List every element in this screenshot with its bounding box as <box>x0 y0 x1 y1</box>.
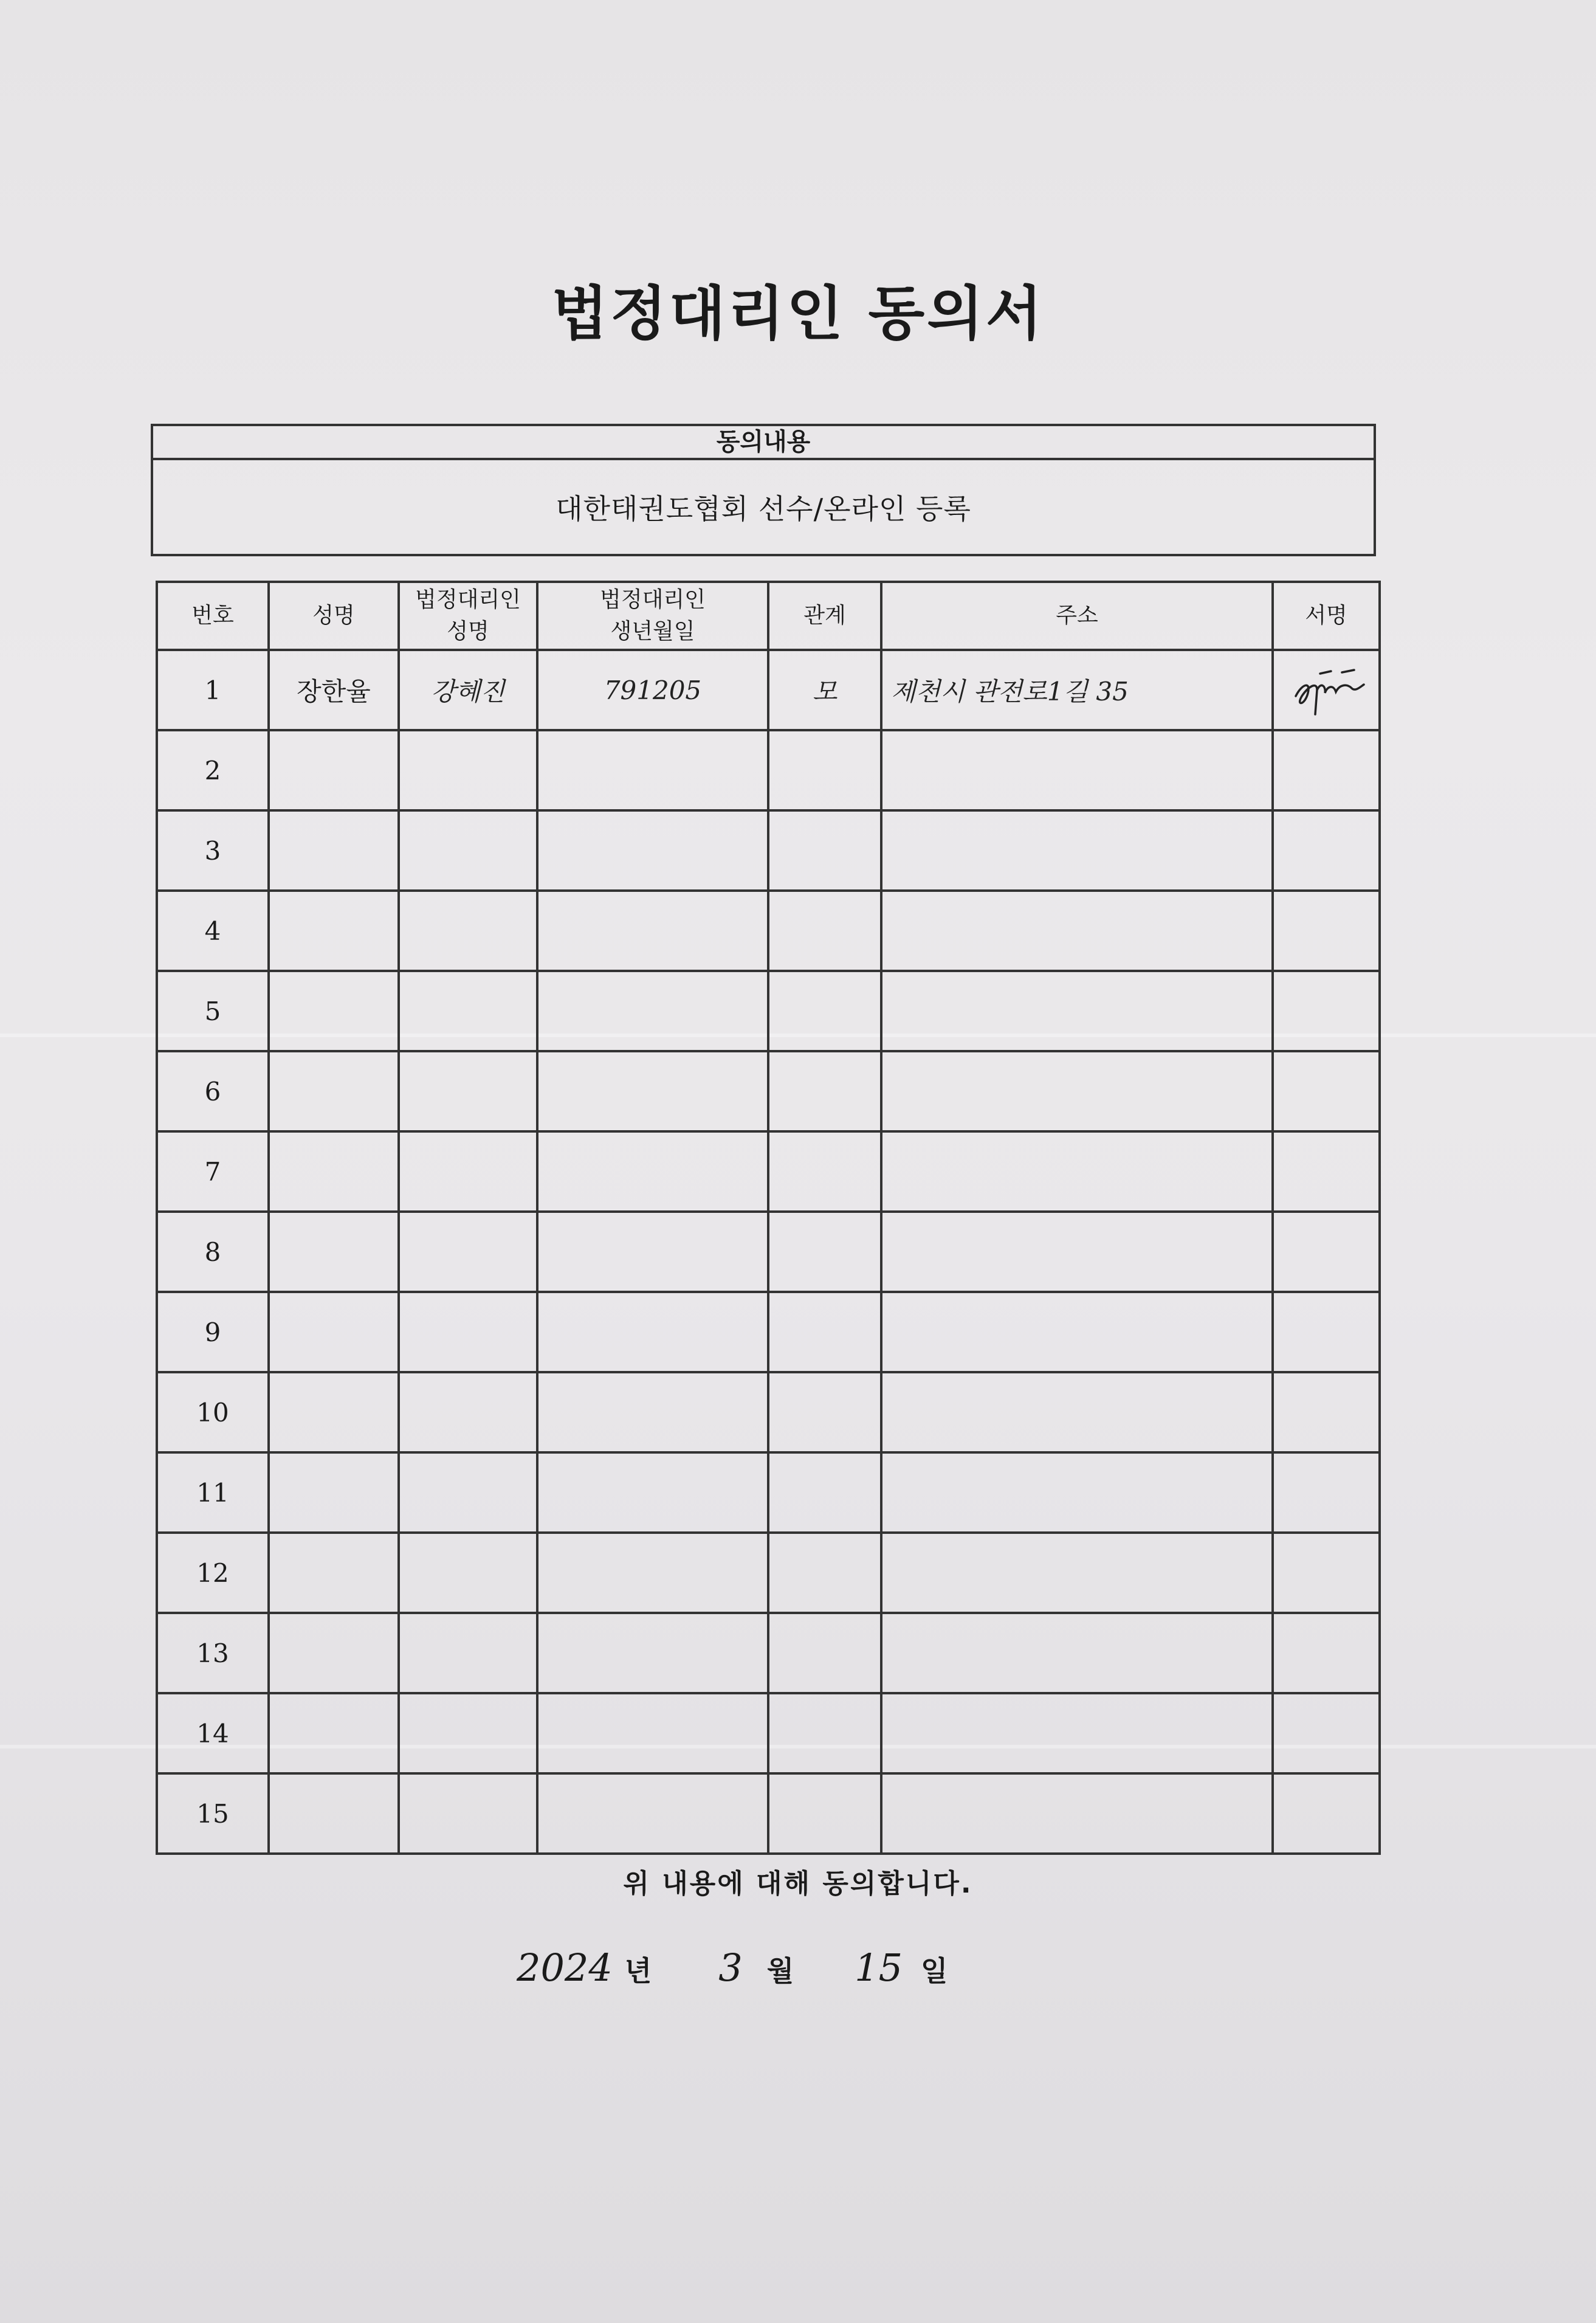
cell-relation <box>768 1613 881 1693</box>
cell-no: 8 <box>157 1212 269 1292</box>
date-line <box>517 1945 948 1990</box>
cell-guardian-birth <box>537 810 768 891</box>
cell-guardian-name <box>399 1533 537 1613</box>
cell-address <box>881 1693 1273 1773</box>
header-guardian-birth <box>537 582 768 650</box>
cell-no: 1 <box>157 650 269 730</box>
cell-guardian-name <box>399 1452 537 1533</box>
cell-address <box>881 1773 1273 1854</box>
cell-guardian-name <box>399 1131 537 1212</box>
cell-signature <box>1273 730 1380 810</box>
date-day-label: 일 <box>921 1955 948 1987</box>
table-row <box>157 1613 1380 1693</box>
cell-no: 5 <box>157 971 269 1051</box>
cell-signature <box>1273 1131 1380 1212</box>
header-relation: 관계 <box>768 582 881 650</box>
cell-no: 4 <box>157 891 269 971</box>
cell-name: 장한율 <box>269 650 399 730</box>
cell-no: 15 <box>157 1773 269 1854</box>
cell-guardian-birth <box>537 1212 768 1292</box>
cell-no: 14 <box>157 1693 269 1773</box>
header-guardian-birth-line1: 법정대리인 <box>600 587 706 612</box>
table-row <box>157 1292 1380 1372</box>
cell-no: 6 <box>157 1051 269 1131</box>
table-row <box>157 1452 1380 1533</box>
cell-name <box>269 1452 399 1533</box>
cell-signature <box>1273 1533 1380 1613</box>
cell-name <box>269 1773 399 1854</box>
cell-guardian-birth <box>537 1693 768 1773</box>
cell-guardian-name <box>399 810 537 891</box>
table-row <box>157 1212 1380 1292</box>
date-year-label: 년 <box>624 1955 652 1987</box>
cell-guardian-name <box>399 971 537 1051</box>
cell-address <box>881 1051 1273 1131</box>
cell-guardian-name <box>399 1051 537 1131</box>
date-month: 3 <box>718 1945 743 1990</box>
cell-name <box>269 1131 399 1212</box>
table-row <box>157 1773 1380 1854</box>
cell-no: 3 <box>157 810 269 891</box>
table-row <box>157 730 1380 810</box>
guardian-table <box>156 581 1381 1855</box>
cell-guardian-birth <box>537 971 768 1051</box>
cell-guardian-name <box>399 730 537 810</box>
table-row <box>157 1693 1380 1773</box>
document-title: 법정대리인 동의서 <box>551 280 1045 348</box>
cell-name <box>269 891 399 971</box>
consent-box <box>151 424 1376 556</box>
cell-address <box>881 1131 1273 1212</box>
cell-name <box>269 1212 399 1292</box>
consent-heading: 동의내용 <box>153 426 1374 460</box>
cell-name <box>269 1292 399 1372</box>
cell-name <box>269 810 399 891</box>
cell-guardian-birth: 791205 <box>537 650 768 730</box>
cell-relation <box>768 810 881 891</box>
table-row <box>157 1131 1380 1212</box>
cell-address <box>881 1533 1273 1613</box>
header-name: 성명 <box>269 582 399 650</box>
cell-no: 10 <box>157 1372 269 1452</box>
cell-name <box>269 1613 399 1693</box>
cell-relation <box>768 1533 881 1613</box>
table-row <box>157 1372 1380 1452</box>
header-no: 번호 <box>157 582 269 650</box>
cell-signature <box>1273 891 1380 971</box>
cell-relation <box>768 1131 881 1212</box>
cell-signature <box>1273 1693 1380 1773</box>
cell-guardian-name <box>399 1292 537 1372</box>
header-guardian-birth-line2: 생년월일 <box>610 619 695 644</box>
cell-relation: 모 <box>768 650 881 730</box>
table-row <box>157 891 1380 971</box>
agreement-statement: 위 내용에 대해 동의합니다. <box>623 1868 973 1899</box>
cell-guardian-birth <box>537 1533 768 1613</box>
header-guardian-name-line1: 법정대리인 <box>415 587 521 612</box>
cell-relation <box>768 1693 881 1773</box>
cell-relation <box>768 1051 881 1131</box>
header-guardian-name-line2: 성명 <box>447 619 489 644</box>
cell-signature <box>1273 1613 1380 1693</box>
cell-no: 11 <box>157 1452 269 1533</box>
cell-address <box>881 1292 1273 1372</box>
cell-guardian-birth <box>537 891 768 971</box>
cell-signature <box>1273 1372 1380 1452</box>
cell-signature <box>1273 1292 1380 1372</box>
cell-name <box>269 730 399 810</box>
date-month-label: 월 <box>766 1955 794 1987</box>
date-day: 15 <box>855 1945 903 1990</box>
header-address: 주소 <box>881 582 1273 650</box>
cell-guardian-name <box>399 1773 537 1854</box>
cell-address <box>881 971 1273 1051</box>
cell-address: 제천시 관전로1길 35 <box>881 650 1273 730</box>
cell-signature <box>1273 1452 1380 1533</box>
cell-no: 7 <box>157 1131 269 1212</box>
table-row <box>157 650 1380 730</box>
cell-address <box>881 810 1273 891</box>
cell-guardian-name: 강혜진 <box>399 650 537 730</box>
table-row <box>157 1533 1380 1613</box>
cell-signature <box>1273 650 1380 730</box>
header-signature: 서명 <box>1273 582 1380 650</box>
cell-address <box>881 730 1273 810</box>
table-header-row <box>157 582 1380 650</box>
cell-guardian-birth <box>537 1292 768 1372</box>
cell-guardian-birth <box>537 1372 768 1452</box>
cell-signature <box>1273 1773 1380 1854</box>
table-row <box>157 810 1380 891</box>
cell-address <box>881 1212 1273 1292</box>
cell-address <box>881 1452 1273 1533</box>
cell-guardian-birth <box>537 1051 768 1131</box>
cell-guardian-name <box>399 1212 537 1292</box>
cell-signature <box>1273 1051 1380 1131</box>
cell-address <box>881 891 1273 971</box>
handwritten-signature <box>1284 663 1369 717</box>
cell-name <box>269 1372 399 1452</box>
cell-guardian-birth <box>537 1773 768 1854</box>
cell-relation <box>768 1372 881 1452</box>
cell-no: 13 <box>157 1613 269 1693</box>
cell-name <box>269 1533 399 1613</box>
cell-guardian-name <box>399 1372 537 1452</box>
cell-guardian-birth <box>537 730 768 810</box>
cell-relation <box>768 1292 881 1372</box>
date-year: 2024 <box>517 1945 613 1990</box>
cell-guardian-birth <box>537 1452 768 1533</box>
cell-relation <box>768 1212 881 1292</box>
cell-guardian-name <box>399 891 537 971</box>
cell-guardian-name <box>399 1613 537 1693</box>
cell-address <box>881 1372 1273 1452</box>
cell-name <box>269 1051 399 1131</box>
table-row <box>157 971 1380 1051</box>
cell-no: 2 <box>157 730 269 810</box>
cell-relation <box>768 1452 881 1533</box>
cell-no: 9 <box>157 1292 269 1372</box>
cell-no: 12 <box>157 1533 269 1613</box>
cell-address <box>881 1613 1273 1693</box>
header-guardian-name <box>399 582 537 650</box>
consent-body: 대한태권도협회 선수/온라인 등록 <box>556 492 971 525</box>
cell-guardian-birth <box>537 1131 768 1212</box>
cell-name <box>269 971 399 1051</box>
table-row <box>157 1051 1380 1131</box>
cell-signature <box>1273 810 1380 891</box>
cell-signature <box>1273 1212 1380 1292</box>
cell-signature <box>1273 971 1380 1051</box>
cell-guardian-name <box>399 1693 537 1773</box>
cell-name <box>269 1693 399 1773</box>
cell-relation <box>768 891 881 971</box>
cell-relation <box>768 1773 881 1854</box>
cell-relation <box>768 730 881 810</box>
cell-guardian-birth <box>537 1613 768 1693</box>
cell-relation <box>768 971 881 1051</box>
